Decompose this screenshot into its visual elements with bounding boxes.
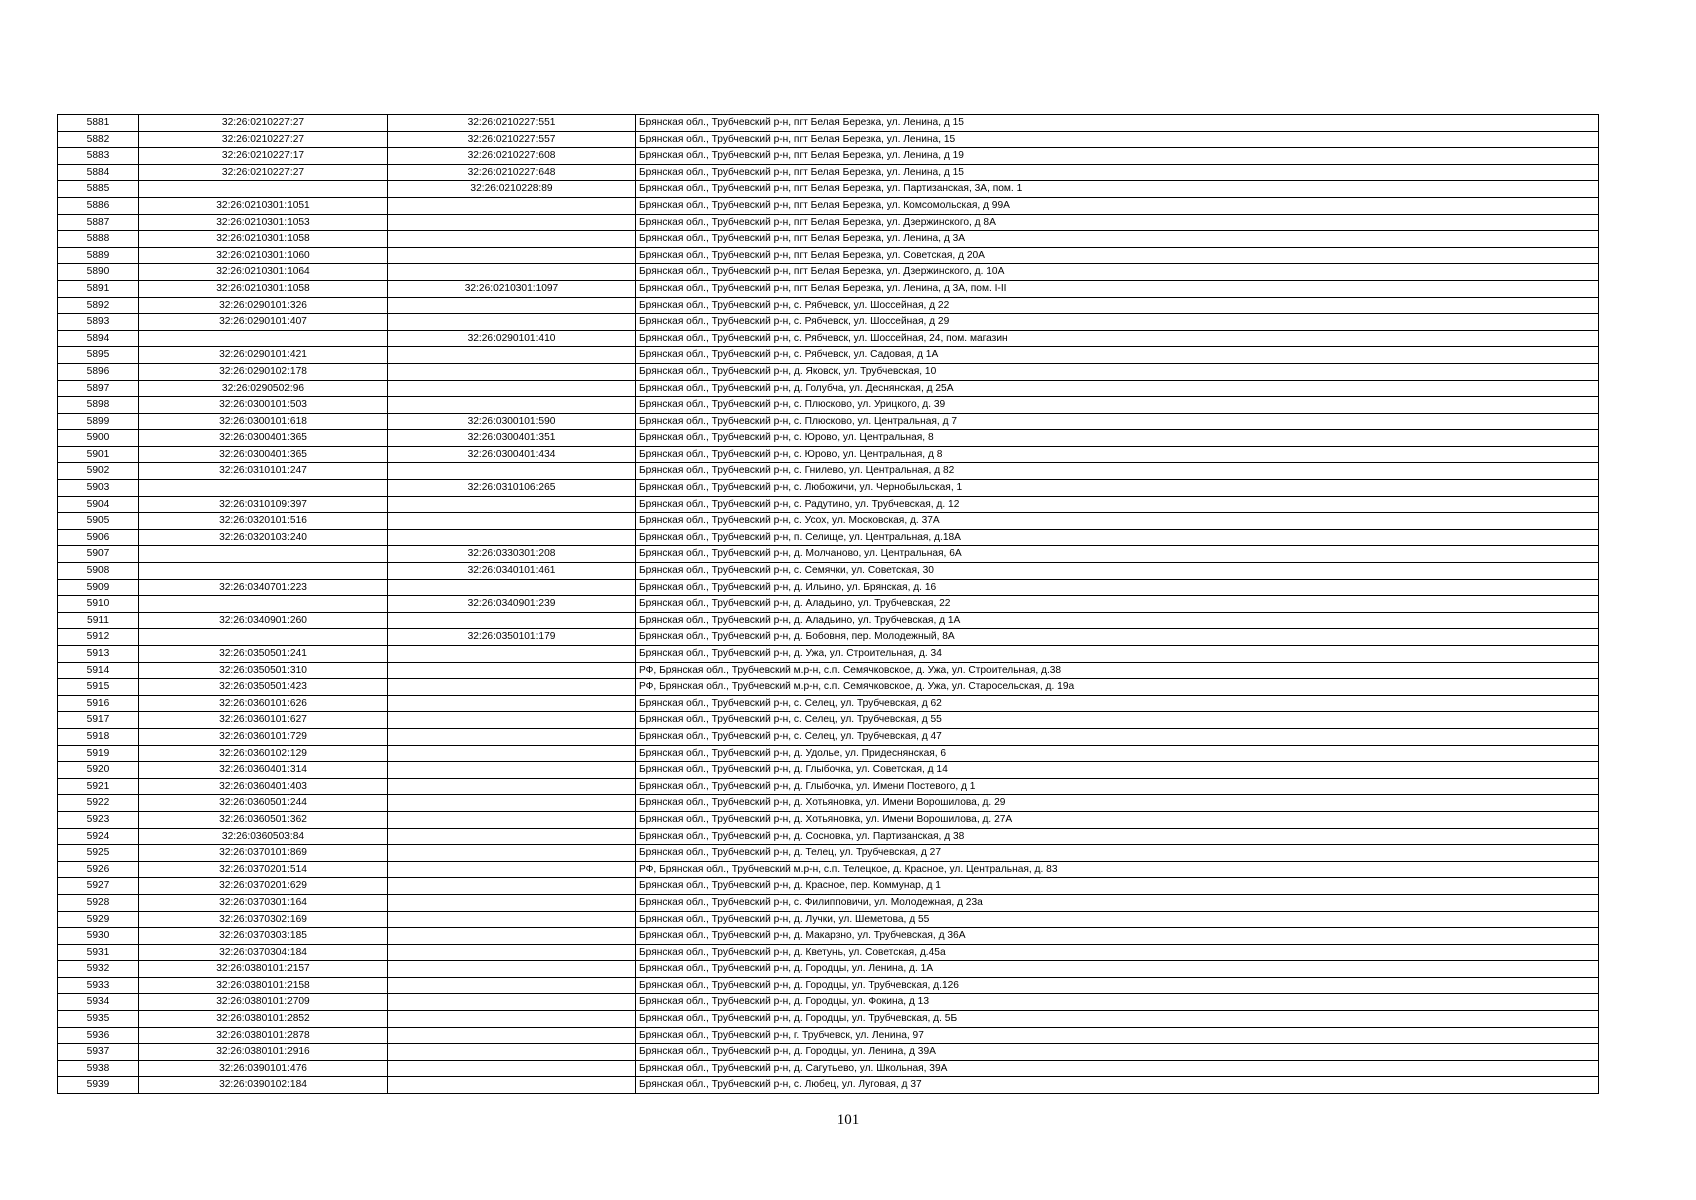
address-cell: Брянская обл., Трубчевский р-н, д. Сагутьево, ул. Школьная, 39А [636,1060,1599,1077]
land-cadastral-number-cell: 32:26:0210227:27 [139,164,388,181]
table-row [58,347,1599,364]
object-cadastral-number-cell: 32:26:0210301:1097 [388,280,636,297]
land-cadastral-number-cell [139,546,388,563]
row-number-cell: 5929 [58,911,139,928]
object-cadastral-number-cell [388,513,636,530]
table-row [58,596,1599,613]
address-cell: Брянская обл., Трубчевский р-н, д. Хотьяновка, ул. Имени Ворошилова, д. 27А [636,811,1599,828]
land-cadastral-number-cell: 32:26:0300101:618 [139,413,388,430]
row-number-cell: 5926 [58,861,139,878]
address-cell: Брянская обл., Трубчевский р-н, с. Рябчевск, ул. Садовая, д 1А [636,347,1599,364]
row-number-cell: 5924 [58,828,139,845]
table-row [58,214,1599,231]
address-cell: Брянская обл., Трубчевский р-н, д. Голубча, ул. Деснянская, д 25А [636,380,1599,397]
row-number-cell: 5913 [58,646,139,663]
object-cadastral-number-cell [388,679,636,696]
land-cadastral-number-cell: 32:26:0210301:1064 [139,264,388,281]
object-cadastral-number-cell [388,828,636,845]
object-cadastral-number-cell [388,264,636,281]
land-cadastral-number-cell: 32:26:0210227:27 [139,115,388,132]
table-row [58,679,1599,696]
land-cadastral-number-cell [139,330,388,347]
row-number-cell: 5910 [58,596,139,613]
land-cadastral-number-cell: 32:26:0290102:178 [139,363,388,380]
table-row [58,579,1599,596]
address-cell: Брянская обл., Трубчевский р-н, пгт Белая Березка, ул. Ленина, д 3А, пом. I-II [636,280,1599,297]
table-row [58,164,1599,181]
address-cell: Брянская обл., Трубчевский р-н, д. Городцы, ул. Ленина, д 39А [636,1044,1599,1061]
address-cell: Брянская обл., Трубчевский р-н, д. Телец, ул. Трубчевская, д 27 [636,845,1599,862]
row-number-cell: 5927 [58,878,139,895]
address-cell: РФ, Брянская обл., Трубчевский м.р-н, с.п. Семячковское, д. Ужа, ул. Старосельская, д. 19а [636,679,1599,696]
land-cadastral-number-cell: 32:26:0360401:403 [139,778,388,795]
table-row [58,513,1599,530]
row-number-cell: 5939 [58,1077,139,1094]
land-cadastral-number-cell: 32:26:0320101:516 [139,513,388,530]
address-cell: Брянская обл., Трубчевский р-н, с. Плюсково, ул. Урицкого, д. 39 [636,397,1599,414]
row-number-cell: 5930 [58,928,139,945]
table-row [58,563,1599,580]
object-cadastral-number-cell [388,778,636,795]
row-number-cell: 5889 [58,247,139,264]
table-row [58,496,1599,513]
object-cadastral-number-cell [388,762,636,779]
land-cadastral-number-cell: 32:26:0360102:129 [139,745,388,762]
table-row [58,380,1599,397]
object-cadastral-number-cell [388,347,636,364]
object-cadastral-number-cell [388,1044,636,1061]
land-cadastral-number-cell: 32:26:0350501:310 [139,662,388,679]
address-cell: Брянская обл., Трубчевский р-н, д. Аладьино, ул. Трубчевская, д 1А [636,612,1599,629]
land-cadastral-number-cell: 32:26:0210227:27 [139,131,388,148]
table-row [58,463,1599,480]
land-cadastral-number-cell: 32:26:0380101:2157 [139,961,388,978]
land-cadastral-number-cell: 32:26:0290101:407 [139,314,388,331]
address-cell: Брянская обл., Трубчевский р-н, д. Ужа, ул. Строительная, д. 34 [636,646,1599,663]
address-cell: Брянская обл., Трубчевский р-н, д. Макарзно, ул. Трубчевская, д 36А [636,928,1599,945]
address-cell: Брянская обл., Трубчевский р-н, д. Лучки, ул. Шеметова, д 55 [636,911,1599,928]
object-cadastral-number-cell [388,1077,636,1094]
land-cadastral-number-cell: 32:26:0340701:223 [139,579,388,596]
table-row [58,264,1599,281]
table-row [58,811,1599,828]
land-cadastral-number-cell: 32:26:0210301:1060 [139,247,388,264]
object-cadastral-number-cell: 32:26:0300401:351 [388,430,636,447]
land-cadastral-number-cell: 32:26:0300401:365 [139,446,388,463]
table-row [58,646,1599,663]
land-cadastral-number-cell: 32:26:0210301:1058 [139,231,388,248]
land-cadastral-number-cell: 32:26:0380101:2158 [139,977,388,994]
address-cell: Брянская обл., Трубчевский р-н, пгт Белая Березка, ул. Советская, д 20А [636,247,1599,264]
row-number-cell: 5905 [58,513,139,530]
table-row [58,247,1599,264]
table-row [58,911,1599,928]
land-cadastral-number-cell: 32:26:0360401:314 [139,762,388,779]
table-row [58,961,1599,978]
table-row [58,1044,1599,1061]
table-row [58,861,1599,878]
row-number-cell: 5896 [58,363,139,380]
object-cadastral-number-cell [388,994,636,1011]
row-number-cell: 5902 [58,463,139,480]
address-cell: РФ, Брянская обл., Трубчевский м.р-н, с.п. Семячковское, д. Ужа, ул. Строительная, д.38 [636,662,1599,679]
row-number-cell: 5915 [58,679,139,696]
address-cell: Брянская обл., Трубчевский р-н, с. Селец, ул. Трубчевская, д 62 [636,695,1599,712]
table-row [58,828,1599,845]
land-cadastral-number-cell: 32:26:0290502:96 [139,380,388,397]
address-cell: Брянская обл., Трубчевский р-н, пгт Белая Березка, ул. Дзержинского, д. 10А [636,264,1599,281]
row-number-cell: 5933 [58,977,139,994]
object-cadastral-number-cell [388,612,636,629]
table-row [58,1060,1599,1077]
address-cell: Брянская обл., Трубчевский р-н, с. Гнилево, ул. Центральная, д 82 [636,463,1599,480]
row-number-cell: 5937 [58,1044,139,1061]
address-cell: Брянская обл., Трубчевский р-н, д. Удолье, ул. Придеснянская, 6 [636,745,1599,762]
row-number-cell: 5895 [58,347,139,364]
address-cell: Брянская обл., Трубчевский р-н, д. Городцы, ул. Трубчевская, д. 5Б [636,1011,1599,1028]
address-cell: Брянская обл., Трубчевский р-н, д. Сосновка, ул. Партизанская, д 38 [636,828,1599,845]
property-table [57,114,1599,1094]
row-number-cell: 5887 [58,214,139,231]
object-cadastral-number-cell [388,845,636,862]
table-row [58,695,1599,712]
object-cadastral-number-cell: 32:26:0300401:434 [388,446,636,463]
table-row [58,778,1599,795]
row-number-cell: 5888 [58,231,139,248]
land-cadastral-number-cell: 32:26:0360101:627 [139,712,388,729]
land-cadastral-number-cell [139,181,388,198]
object-cadastral-number-cell: 32:26:0210227:608 [388,148,636,165]
table-row [58,745,1599,762]
address-cell: Брянская обл., Трубчевский р-н, пгт Белая Березка, ул. Комсомольская, д 99А [636,197,1599,214]
address-cell: Брянская обл., Трубчевский р-н, с. Плюсково, ул. Центральная, д 7 [636,413,1599,430]
row-number-cell: 5932 [58,961,139,978]
row-number-cell: 5928 [58,894,139,911]
address-cell: Брянская обл., Трубчевский р-н, с. Радутино, ул. Трубчевская, д. 12 [636,496,1599,513]
object-cadastral-number-cell [388,911,636,928]
address-cell: РФ, Брянская обл., Трубчевский м.р-н, с.п. Телецкое, д. Красное, ул. Центральная, д. 83 [636,861,1599,878]
land-cadastral-number-cell: 32:26:0290101:326 [139,297,388,314]
row-number-cell: 5890 [58,264,139,281]
table-row [58,1027,1599,1044]
object-cadastral-number-cell [388,247,636,264]
table-body [58,115,1599,1094]
land-cadastral-number-cell [139,596,388,613]
address-cell: Брянская обл., Трубчевский р-н, с. Юрово, ул. Центральная, д 8 [636,446,1599,463]
address-cell: Брянская обл., Трубчевский р-н, с. Рябчевск, ул. Шоссейная, д 22 [636,297,1599,314]
row-number-cell: 5923 [58,811,139,828]
address-cell: Брянская обл., Трубчевский р-н, д. Глыбочка, ул. Имени Постевого, д 1 [636,778,1599,795]
table-row [58,928,1599,945]
row-number-cell: 5893 [58,314,139,331]
table-row [58,612,1599,629]
address-cell: Брянская обл., Трубчевский р-н, пгт Белая Березка, ул. Ленина, д 19 [636,148,1599,165]
row-number-cell: 5935 [58,1011,139,1028]
address-cell: Брянская обл., Трубчевский р-н, д. Городцы, ул. Ленина, д. 1А [636,961,1599,978]
object-cadastral-number-cell [388,363,636,380]
row-number-cell: 5908 [58,563,139,580]
address-cell: Брянская обл., Трубчевский р-н, пгт Белая Березка, ул. Ленина, д 15 [636,164,1599,181]
land-cadastral-number-cell: 32:26:0350501:241 [139,646,388,663]
table-row [58,944,1599,961]
row-number-cell: 5918 [58,728,139,745]
address-cell: Брянская обл., Трубчевский р-н, с. Усох, ул. Московская, д. 37А [636,513,1599,530]
address-cell: Брянская обл., Трубчевский р-н, д. Городцы, ул. Фокина, д 13 [636,994,1599,1011]
address-cell: Брянская обл., Трубчевский р-н, с. Филипповичи, ул. Молодежная, д 23а [636,894,1599,911]
address-cell: Брянская обл., Трубчевский р-н, пгт Белая Березка, ул. Ленина, 15 [636,131,1599,148]
land-cadastral-number-cell: 32:26:0380101:2852 [139,1011,388,1028]
address-cell: Брянская обл., Трубчевский р-н, г. Трубчевск, ул. Ленина, 97 [636,1027,1599,1044]
row-number-cell: 5914 [58,662,139,679]
object-cadastral-number-cell [388,380,636,397]
row-number-cell: 5925 [58,845,139,862]
land-cadastral-number-cell: 32:26:0370201:514 [139,861,388,878]
row-number-cell: 5882 [58,131,139,148]
row-number-cell: 5922 [58,795,139,812]
address-cell: Брянская обл., Трубчевский р-н, с. Селец, ул. Трубчевская, д 55 [636,712,1599,729]
row-number-cell: 5899 [58,413,139,430]
object-cadastral-number-cell [388,961,636,978]
object-cadastral-number-cell [388,861,636,878]
table-row [58,446,1599,463]
land-cadastral-number-cell: 32:26:0370101:869 [139,845,388,862]
land-cadastral-number-cell: 32:26:0300101:503 [139,397,388,414]
address-cell: Брянская обл., Трубчевский р-н, с. Селец, ул. Трубчевская, д 47 [636,728,1599,745]
land-cadastral-number-cell: 32:26:0300401:365 [139,430,388,447]
table-row [58,994,1599,1011]
object-cadastral-number-cell [388,878,636,895]
address-cell: Брянская обл., Трубчевский р-н, п. Селище, ул. Центральная, д.18А [636,529,1599,546]
address-cell: Брянская обл., Трубчевский р-н, с. Любец, ул. Луговая, д 37 [636,1077,1599,1094]
land-cadastral-number-cell: 32:26:0210301:1051 [139,197,388,214]
row-number-cell: 5906 [58,529,139,546]
object-cadastral-number-cell: 32:26:0210227:551 [388,115,636,132]
object-cadastral-number-cell: 32:26:0330301:208 [388,546,636,563]
object-cadastral-number-cell: 32:26:0340101:461 [388,563,636,580]
table-row [58,413,1599,430]
object-cadastral-number-cell: 32:26:0210227:648 [388,164,636,181]
table-row [58,115,1599,132]
table-row [58,430,1599,447]
object-cadastral-number-cell [388,496,636,513]
row-number-cell: 5903 [58,480,139,497]
object-cadastral-number-cell [388,944,636,961]
row-number-cell: 5916 [58,695,139,712]
land-cadastral-number-cell: 32:26:0380101:2916 [139,1044,388,1061]
object-cadastral-number-cell [388,662,636,679]
land-cadastral-number-cell: 32:26:0360501:244 [139,795,388,812]
table-row [58,795,1599,812]
object-cadastral-number-cell [388,646,636,663]
table-row [58,363,1599,380]
row-number-cell: 5920 [58,762,139,779]
land-cadastral-number-cell: 32:26:0370304:184 [139,944,388,961]
address-cell: Брянская обл., Трубчевский р-н, д. Городцы, ул. Трубчевская, д.126 [636,977,1599,994]
page-number: 101 [836,1112,860,1128]
object-cadastral-number-cell [388,977,636,994]
row-number-cell: 5907 [58,546,139,563]
object-cadastral-number-cell [388,529,636,546]
row-number-cell: 5936 [58,1027,139,1044]
table-row [58,529,1599,546]
object-cadastral-number-cell [388,1011,636,1028]
row-number-cell: 5901 [58,446,139,463]
land-cadastral-number-cell: 32:26:0360101:626 [139,695,388,712]
land-cadastral-number-cell [139,629,388,646]
address-cell: Брянская обл., Трубчевский р-н, д. Кветунь, ул. Советская, д.45а [636,944,1599,961]
land-cadastral-number-cell: 32:26:0390101:476 [139,1060,388,1077]
land-cadastral-number-cell: 32:26:0320103:240 [139,529,388,546]
row-number-cell: 5934 [58,994,139,1011]
land-cadastral-number-cell: 32:26:0360501:362 [139,811,388,828]
row-number-cell: 5938 [58,1060,139,1077]
land-cadastral-number-cell: 32:26:0370303:185 [139,928,388,945]
address-cell: Брянская обл., Трубчевский р-н, пгт Белая Березка, ул. Дзержинского, д 8А [636,214,1599,231]
row-number-cell: 5886 [58,197,139,214]
land-cadastral-number-cell: 32:26:0380101:2709 [139,994,388,1011]
object-cadastral-number-cell: 32:26:0340901:239 [388,596,636,613]
object-cadastral-number-cell [388,197,636,214]
address-cell: Брянская обл., Трубчевский р-н, с. Юрово, ул. Центральная, 8 [636,430,1599,447]
row-number-cell: 5900 [58,430,139,447]
row-number-cell: 5883 [58,148,139,165]
row-number-cell: 5917 [58,712,139,729]
table-row [58,629,1599,646]
land-cadastral-number-cell: 32:26:0290101:421 [139,347,388,364]
row-number-cell: 5891 [58,280,139,297]
address-cell: Брянская обл., Трубчевский р-н, с. Рябчевск, ул. Шоссейная, 24, пом. магазин [636,330,1599,347]
land-cadastral-number-cell: 32:26:0390102:184 [139,1077,388,1094]
address-cell: Брянская обл., Трубчевский р-н, с. Любожичи, ул. Чернобыльская, 1 [636,480,1599,497]
table-row [58,330,1599,347]
address-cell: Брянская обл., Трубчевский р-н, пгт Белая Березка, ул. Ленина, д 15 [636,115,1599,132]
address-cell: Брянская обл., Трубчевский р-н, д. Ильино, ул. Брянская, д. 16 [636,579,1599,596]
object-cadastral-number-cell: 32:26:0350101:179 [388,629,636,646]
table-row [58,977,1599,994]
object-cadastral-number-cell [388,231,636,248]
table-row [58,148,1599,165]
land-cadastral-number-cell: 32:26:0370301:164 [139,894,388,911]
row-number-cell: 5909 [58,579,139,596]
object-cadastral-number-cell [388,1060,636,1077]
row-number-cell: 5904 [58,496,139,513]
row-number-cell: 5884 [58,164,139,181]
object-cadastral-number-cell: 32:26:0310106:265 [388,480,636,497]
table-row [58,231,1599,248]
table-row [58,1011,1599,1028]
land-cadastral-number-cell: 32:26:0350501:423 [139,679,388,696]
table-row [58,878,1599,895]
table-row [58,712,1599,729]
land-cadastral-number-cell: 32:26:0360101:729 [139,728,388,745]
land-cadastral-number-cell: 32:26:0310109:397 [139,496,388,513]
object-cadastral-number-cell [388,712,636,729]
row-number-cell: 5892 [58,297,139,314]
address-cell: Брянская обл., Трубчевский р-н, с. Семячки, ул. Советская, 30 [636,563,1599,580]
table-row [58,181,1599,198]
address-cell: Брянская обл., Трубчевский р-н, д. Красное, пер. Коммунар, д 1 [636,878,1599,895]
table-row [58,728,1599,745]
address-cell: Брянская обл., Трубчевский р-н, пгт Белая Березка, ул. Ленина, д 3А [636,231,1599,248]
land-cadastral-number-cell: 32:26:0370201:629 [139,878,388,895]
land-cadastral-number-cell: 32:26:0210301:1053 [139,214,388,231]
address-cell: Брянская обл., Трубчевский р-н, пгт Белая Березка, ул. Партизанская, 3А, пом. 1 [636,181,1599,198]
land-cadastral-number-cell: 32:26:0380101:2878 [139,1027,388,1044]
object-cadastral-number-cell [388,795,636,812]
land-cadastral-number-cell: 32:26:0210227:17 [139,148,388,165]
table-row [58,845,1599,862]
land-cadastral-number-cell: 32:26:0360503:84 [139,828,388,845]
land-cadastral-number-cell [139,563,388,580]
land-cadastral-number-cell: 32:26:0370302:169 [139,911,388,928]
row-number-cell: 5881 [58,115,139,132]
row-number-cell: 5898 [58,397,139,414]
row-number-cell: 5885 [58,181,139,198]
table-row [58,546,1599,563]
row-number-cell: 5912 [58,629,139,646]
object-cadastral-number-cell [388,745,636,762]
object-cadastral-number-cell [388,397,636,414]
land-cadastral-number-cell: 32:26:0210301:1058 [139,280,388,297]
object-cadastral-number-cell [388,314,636,331]
table-row [58,397,1599,414]
object-cadastral-number-cell [388,894,636,911]
table-row [58,894,1599,911]
object-cadastral-number-cell [388,579,636,596]
object-cadastral-number-cell [388,463,636,480]
address-cell: Брянская обл., Трубчевский р-н, д. Яковск, ул. Трубчевская, 10 [636,363,1599,380]
address-cell: Брянская обл., Трубчевский р-н, д. Бобовня, пер. Молодежный, 8А [636,629,1599,646]
object-cadastral-number-cell [388,1027,636,1044]
object-cadastral-number-cell [388,695,636,712]
address-cell: Брянская обл., Трубчевский р-н, д. Молчаново, ул. Центральная, 6А [636,546,1599,563]
table-row [58,662,1599,679]
table-row [58,297,1599,314]
address-cell: Брянская обл., Трубчевский р-н, д. Глыбочка, ул. Советская, д 14 [636,762,1599,779]
table-row [58,131,1599,148]
table-row [58,314,1599,331]
object-cadastral-number-cell: 32:26:0210227:557 [388,131,636,148]
table-row [58,197,1599,214]
land-cadastral-number-cell: 32:26:0340901:260 [139,612,388,629]
object-cadastral-number-cell [388,928,636,945]
address-cell: Брянская обл., Трубчевский р-н, д. Хотьяновка, ул. Имени Ворошилова, д. 29 [636,795,1599,812]
table-row [58,280,1599,297]
row-number-cell: 5894 [58,330,139,347]
object-cadastral-number-cell: 32:26:0300101:590 [388,413,636,430]
object-cadastral-number-cell: 32:26:0290101:410 [388,330,636,347]
object-cadastral-number-cell [388,811,636,828]
object-cadastral-number-cell [388,214,636,231]
table-row [58,480,1599,497]
table-row [58,762,1599,779]
table-row [58,1077,1599,1094]
land-cadastral-number-cell [139,480,388,497]
row-number-cell: 5931 [58,944,139,961]
row-number-cell: 5919 [58,745,139,762]
row-number-cell: 5921 [58,778,139,795]
address-cell: Брянская обл., Трубчевский р-н, д. Аладьино, ул. Трубчевская, 22 [636,596,1599,613]
address-cell: Брянская обл., Трубчевский р-н, с. Рябчевск, ул. Шоссейная, д 29 [636,314,1599,331]
row-number-cell: 5897 [58,380,139,397]
object-cadastral-number-cell [388,728,636,745]
row-number-cell: 5911 [58,612,139,629]
object-cadastral-number-cell [388,297,636,314]
object-cadastral-number-cell: 32:26:0210228:89 [388,181,636,198]
land-cadastral-number-cell: 32:26:0310101:247 [139,463,388,480]
